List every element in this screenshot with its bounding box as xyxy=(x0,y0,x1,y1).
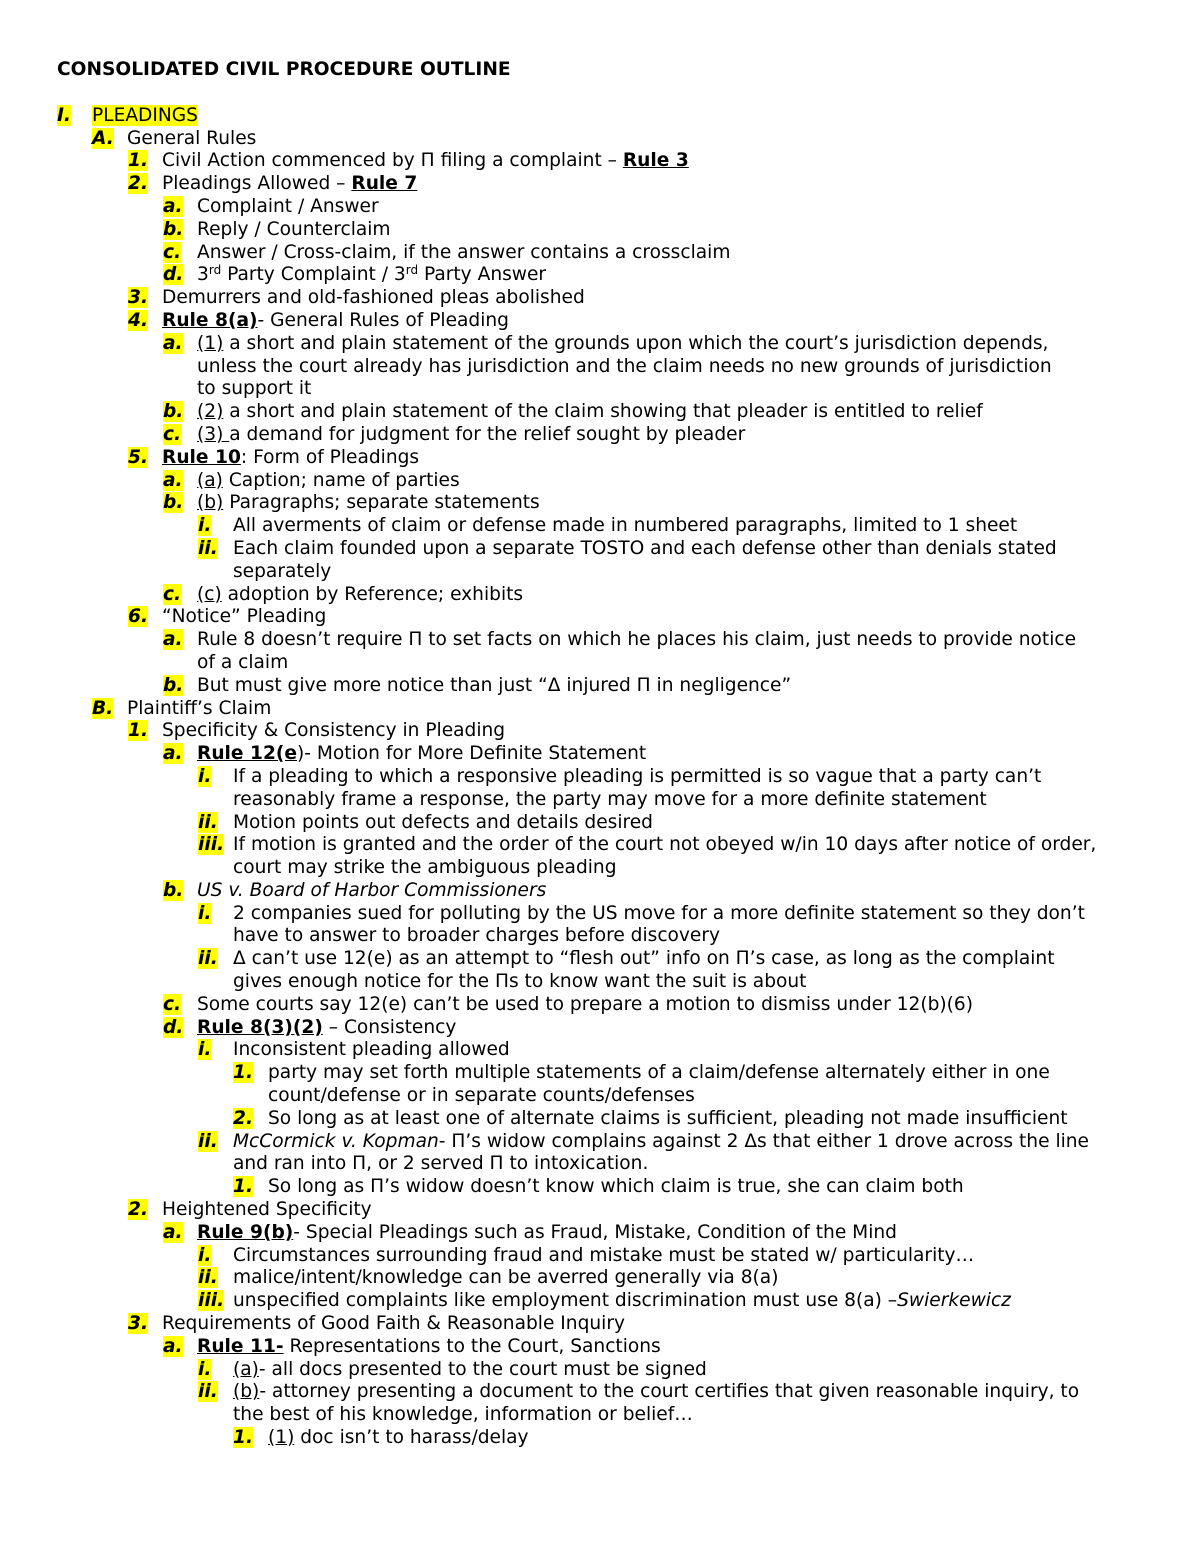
outline-item xyxy=(57,994,1160,1017)
outline-text: If motion is granted and the order of the court not obeyed w/in 10 days after notice of order, xyxy=(233,834,1097,856)
outline-item xyxy=(57,287,1160,310)
outline-text: Party Answer xyxy=(418,264,547,286)
outline-marker: a. xyxy=(163,332,183,354)
outline-text: reasonably frame a response, the party may move for a more definite statement xyxy=(233,788,987,810)
outline-text: (a) xyxy=(233,1358,259,1380)
outline-item xyxy=(57,720,1160,743)
outline-marker: ii. xyxy=(198,1130,218,1152)
outline-text: (1) xyxy=(268,1427,295,1449)
outline-line-continuation xyxy=(57,561,1160,584)
outline-line-continuation xyxy=(57,971,1160,994)
outline-text: Motion points out defects and details desired xyxy=(233,811,653,833)
outline-item xyxy=(57,1017,1160,1040)
outline-text: Specificity & Consistency in Pleading xyxy=(162,720,506,742)
outline-text: “Notice” Pleading xyxy=(162,606,327,628)
outline-text: Rule 7 xyxy=(351,173,418,195)
outline-line-continuation xyxy=(57,652,1160,675)
outline-marker: iii. xyxy=(198,834,225,856)
outline-item xyxy=(57,1176,1160,1199)
outline-text: Rule 8(3)(2) xyxy=(197,1016,323,1038)
outline-text: Pleadings Allowed – xyxy=(162,173,352,195)
outline-text: Answer / Cross-claim, if the answer contains a crossclaim xyxy=(197,241,731,263)
outline-item xyxy=(57,242,1160,265)
outline-text: But must give more notice than just “Δ injured Π in negligence” xyxy=(197,674,792,696)
outline-item xyxy=(57,1336,1160,1359)
outline-text: Caption; name of parties xyxy=(222,469,460,491)
outline-marker: ii. xyxy=(198,811,218,833)
outline-item xyxy=(57,1313,1160,1336)
outline-marker: 1. xyxy=(233,1176,254,1198)
outline-item xyxy=(57,264,1160,287)
outline-marker: i. xyxy=(198,765,212,787)
outline-text: - General Rules of Pleading xyxy=(257,309,509,331)
outline-marker: 1. xyxy=(128,720,149,742)
outline-item xyxy=(57,948,1160,971)
outline-marker: I. xyxy=(57,104,71,126)
outline-text: malice/intent/knowledge can be averred generally via 8(a) xyxy=(233,1267,779,1289)
outline-marker: 3. xyxy=(128,1313,149,1335)
outline-text: (c) xyxy=(197,583,222,605)
outline-marker: ii. xyxy=(198,537,218,559)
outline-line-continuation xyxy=(57,1404,1160,1427)
outline-text: Civil Action commenced by Π filing a complaint – xyxy=(162,150,623,172)
outline-item xyxy=(57,834,1160,857)
outline-item xyxy=(57,1290,1160,1313)
outline-line-continuation xyxy=(57,378,1160,401)
outline-text: Δ can’t use 12(e) as an attempt to “flesh out” info on Π’s case, as long as the complaint xyxy=(233,948,1055,970)
outline-marker: i. xyxy=(198,1358,212,1380)
outline-marker: c. xyxy=(163,423,182,445)
outline-marker: a. xyxy=(163,195,183,217)
outline-text: Reply / Counterclaim xyxy=(197,218,391,240)
outline-item xyxy=(57,470,1160,493)
outline-item xyxy=(57,880,1160,903)
outline-text: rd xyxy=(405,263,419,278)
outline-text: to support it xyxy=(197,378,312,400)
outline-item xyxy=(57,584,1160,607)
outline-item xyxy=(57,1131,1160,1154)
outline-text: - Π’s widow complains against 2 Δs that either 1 drove across the line xyxy=(438,1130,1090,1152)
outline-text: (2) xyxy=(197,401,224,423)
outline-text: unspecified complaints like employment discrimination must use 8(a) – xyxy=(233,1290,898,1312)
outline-marker: c. xyxy=(163,241,182,263)
outline-text: Representations to the Court, Sanctions xyxy=(283,1335,661,1357)
outline-text: Board of Harbor Commissioners xyxy=(249,879,547,901)
outline-text: All averments of claim or defense made in numbered paragraphs, limited to 1 sheet xyxy=(233,515,1018,537)
outline-item xyxy=(57,743,1160,766)
outline-item xyxy=(57,1199,1160,1222)
outline-item xyxy=(57,173,1160,196)
outline-line-continuation xyxy=(57,1085,1160,1108)
outline-text: Circumstances surrounding fraud and mistake must be stated w/ particularity… xyxy=(233,1244,975,1266)
outline-text: adoption by Reference; exhibits xyxy=(221,583,524,605)
outline-marker: 1. xyxy=(233,1427,254,1449)
outline xyxy=(57,105,1160,1450)
outline-item xyxy=(57,515,1160,538)
outline-text: Party Complaint / 3 xyxy=(221,264,406,286)
outline-item xyxy=(57,1062,1160,1085)
outline-item xyxy=(57,606,1160,629)
outline-text: Inconsistent pleading allowed xyxy=(233,1039,510,1061)
outline-text: Paragraphs; separate statements xyxy=(223,492,540,514)
outline-text: separately xyxy=(233,560,332,582)
outline-text: gives enough notice for the Πs to know want the suit is about xyxy=(233,971,807,993)
outline-marker: b. xyxy=(163,218,184,240)
outline-text: US v. xyxy=(197,879,250,901)
outline-text: McCormick v. Kopman xyxy=(233,1130,439,1152)
outline-text: a short and plain statement of the grounds upon which the court’s jurisdiction depends, xyxy=(223,332,1049,354)
outline-marker: a. xyxy=(163,1221,183,1243)
outline-text: have to answer to broader charges before discovery xyxy=(233,925,721,947)
outline-text: Complaint / Answer xyxy=(197,195,379,217)
outline-text: rd xyxy=(208,263,222,278)
outline-marker: 1. xyxy=(233,1062,254,1084)
outline-text: the best of his knowledge, information or belief… xyxy=(233,1404,693,1426)
outline-text: Rule 3 xyxy=(622,150,689,172)
outline-text: So long as at least one of alternate claims is sufficient, pleading not made insufficient xyxy=(268,1107,1068,1129)
outline-text: – Consistency xyxy=(322,1016,457,1038)
outline-item xyxy=(57,424,1160,447)
outline-text: Rule 8(a) xyxy=(162,309,258,331)
outline-line-continuation xyxy=(57,356,1160,379)
outline-item xyxy=(57,1245,1160,1268)
outline-marker: ii. xyxy=(198,948,218,970)
outline-text: If a pleading to which a responsive pleading is permitted is so vague that a party can’t xyxy=(233,765,1042,787)
outline-marker: B. xyxy=(92,697,114,719)
outline-text: Rule 10 xyxy=(162,446,241,468)
outline-marker: i. xyxy=(198,1244,212,1266)
outline-marker: d. xyxy=(163,264,184,286)
outline-item xyxy=(57,1108,1160,1131)
outline-item xyxy=(57,196,1160,219)
outline-text: )- Motion for More Definite Statement xyxy=(297,743,647,765)
outline-text: - attorney presenting a document to the court certifies that given reasonable inquiry, to xyxy=(259,1381,1080,1403)
outline-item xyxy=(57,1267,1160,1290)
outline-marker: 6. xyxy=(128,606,149,628)
outline-item xyxy=(57,1381,1160,1404)
outline-line-continuation xyxy=(57,1153,1160,1176)
outline-text: Each claim founded upon a separate TOSTO and each defense other than denials stated xyxy=(233,537,1057,559)
outline-text: (3) xyxy=(197,423,230,445)
outline-item xyxy=(57,492,1160,515)
outline-text: PLEADINGS xyxy=(92,104,198,126)
outline-marker: 2. xyxy=(128,1199,149,1221)
outline-text: (b) xyxy=(197,492,224,514)
outline-item xyxy=(57,1359,1160,1382)
outline-marker: b. xyxy=(163,492,184,514)
outline-item xyxy=(57,675,1160,698)
outline-text: : Form of Pleadings xyxy=(240,446,420,468)
outline-marker: a. xyxy=(163,1335,183,1357)
outline-marker: 3. xyxy=(128,287,149,309)
outline-text: Plaintiff’s Claim xyxy=(127,697,272,719)
outline-marker: a. xyxy=(163,629,183,651)
outline-text: Rule 9(b) xyxy=(197,1221,294,1243)
outline-text: Swierkewicz xyxy=(897,1290,1011,1312)
outline-text: Requirements of Good Faith & Reasonable Inquiry xyxy=(162,1313,625,1335)
outline-item xyxy=(57,1039,1160,1062)
outline-marker: b. xyxy=(163,879,184,901)
outline-marker: i. xyxy=(198,902,212,924)
outline-text: Demurrers and old-fashioned pleas abolished xyxy=(162,287,585,309)
outline-text: of a claim xyxy=(197,651,289,673)
outline-item xyxy=(57,219,1160,242)
outline-text: General Rules xyxy=(127,127,257,149)
outline-text: party may set forth multiple statements of a claim/defense alternately either in one xyxy=(268,1062,1050,1084)
outline-text: Some courts say 12(e) can’t be used to prepare a motion to dismiss under 12(b)(6) xyxy=(197,993,973,1015)
outline-marker: a. xyxy=(163,469,183,491)
outline-item xyxy=(57,812,1160,835)
outline-marker: c. xyxy=(163,993,182,1015)
outline-item xyxy=(57,698,1160,721)
outline-item xyxy=(57,1427,1160,1450)
outline-marker: b. xyxy=(163,674,184,696)
outline-item xyxy=(57,128,1160,151)
outline-item xyxy=(57,1222,1160,1245)
outline-text: 2 companies sued for polluting by the US move for a more definite statement so they don’t xyxy=(233,902,1085,924)
outline-item xyxy=(57,105,1160,128)
outline-marker: 2. xyxy=(233,1107,254,1129)
outline-text: a short and plain statement of the claim showing that pleader is entitled to relief xyxy=(223,401,983,423)
outline-text: - all docs presented to the court must be signed xyxy=(258,1358,707,1380)
outline-marker: 5. xyxy=(128,446,149,468)
outline-item xyxy=(57,447,1160,470)
outline-item xyxy=(57,766,1160,789)
outline-marker: 2. xyxy=(128,173,149,195)
outline-item xyxy=(57,310,1160,333)
outline-text: Rule 8 doesn’t require Π to set facts on which he places his claim, just needs to provide notice xyxy=(197,629,1077,651)
outline-item xyxy=(57,150,1160,173)
outline-text: Heightened Specificity xyxy=(162,1199,372,1221)
outline-item xyxy=(57,401,1160,424)
outline-text: Rule 12(e xyxy=(197,743,297,765)
outline-text: a demand for judgment for the relief sought by pleader xyxy=(229,423,746,445)
outline-marker: i. xyxy=(198,1039,212,1061)
outline-marker: d. xyxy=(163,1016,184,1038)
outline-text: So long as Π’s widow doesn’t know which claim is true, she can claim both xyxy=(268,1176,964,1198)
outline-text: (1) xyxy=(197,332,224,354)
outline-text: (b) xyxy=(233,1381,260,1403)
outline-marker: A. xyxy=(92,127,114,149)
outline-text: count/defense or in separate counts/defenses xyxy=(268,1085,695,1107)
outline-marker: 4. xyxy=(128,309,149,331)
outline-item xyxy=(57,538,1160,561)
outline-marker: c. xyxy=(163,583,182,605)
outline-line-continuation xyxy=(57,857,1160,880)
outline-marker: 1. xyxy=(128,150,149,172)
outline-text: 3 xyxy=(197,264,209,286)
outline-marker: b. xyxy=(163,401,184,423)
outline-text: - Special Pleadings such as Fraud, Mistake, Condition of the Mind xyxy=(293,1221,897,1243)
outline-text: unless the court already has jurisdiction and the claim needs no new grounds of jurisdiction xyxy=(197,355,1052,377)
document-title: CONSOLIDATED CIVIL PROCEDURE OUTLINE xyxy=(57,59,511,80)
outline-marker: iii. xyxy=(198,1290,225,1312)
outline-text: and ran into Π, or 2 served Π to intoxication. xyxy=(233,1153,649,1175)
outline-item xyxy=(57,629,1160,652)
outline-text: court may strike the ambiguous pleading xyxy=(233,857,617,879)
outline-item xyxy=(57,333,1160,356)
outline-item xyxy=(57,903,1160,926)
outline-line-continuation xyxy=(57,789,1160,812)
outline-marker: ii. xyxy=(198,1267,218,1289)
outline-text: (a) xyxy=(197,469,223,491)
outline-text: doc isn’t to harass/delay xyxy=(294,1427,529,1449)
outline-marker: i. xyxy=(198,515,212,537)
outline-marker: ii. xyxy=(198,1381,218,1403)
outline-line-continuation xyxy=(57,925,1160,948)
outline-marker: a. xyxy=(163,743,183,765)
outline-text: Rule 11- xyxy=(197,1335,284,1357)
